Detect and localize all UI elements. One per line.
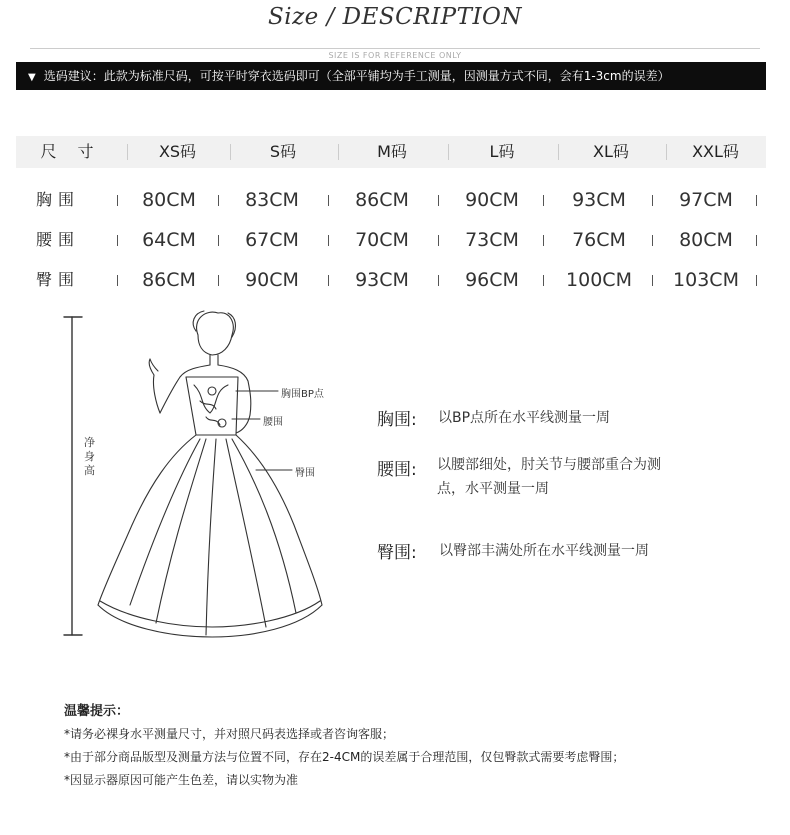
row-divider bbox=[543, 195, 544, 206]
table-row-bust bbox=[0, 185, 790, 215]
value-cell: 80CM bbox=[142, 189, 196, 211]
row-divider bbox=[756, 275, 757, 286]
value-cell: 97CM bbox=[679, 189, 733, 211]
row-divider bbox=[218, 275, 219, 286]
size-header-s: S码 bbox=[229, 136, 337, 168]
size-header-m: M码 bbox=[337, 136, 447, 168]
value-cell: 83CM bbox=[245, 189, 299, 211]
row-divider bbox=[328, 235, 329, 246]
row-divider bbox=[543, 275, 544, 286]
bust-title: 胸围: bbox=[377, 410, 417, 430]
tips-item: *由于部分商品版型及测量方法与位置不同，存在2-4CM的误差属于合理范围，仅包臀款式需要考虑臀围； bbox=[64, 750, 625, 764]
dress-illustration bbox=[60, 305, 370, 645]
row-divider bbox=[652, 235, 653, 246]
value-cell: 90CM bbox=[245, 269, 299, 291]
tips-title: 温馨提示： bbox=[64, 704, 130, 719]
row-divider bbox=[543, 235, 544, 246]
tips-item: *因显示器原因可能产生色差，请以实物为准 bbox=[64, 773, 299, 787]
row-divider bbox=[328, 275, 329, 286]
row-label-waist: 腰围 bbox=[36, 230, 81, 249]
row-divider bbox=[117, 235, 118, 246]
triangle-down-icon: ▼ bbox=[28, 72, 36, 83]
row-divider bbox=[117, 195, 118, 206]
hip-description: 以臀部丰满处所在水平线测量一周 bbox=[439, 543, 649, 559]
value-cell: 86CM bbox=[355, 189, 409, 211]
value-cell: 67CM bbox=[245, 229, 299, 251]
row-divider bbox=[328, 195, 329, 206]
table-row-hip bbox=[0, 265, 790, 295]
value-cell: 93CM bbox=[572, 189, 626, 211]
size-header-xxl: XXL码 bbox=[692, 142, 739, 161]
row-divider bbox=[218, 235, 219, 246]
waist-description-line2: 点，水平测量一周 bbox=[437, 481, 549, 497]
row-divider bbox=[652, 195, 653, 206]
notice-text: 选码建议：此款为标准尺码，可按平时穿衣选码即可（全部平铺均为手工测量，因测量方式不同，会有1-3cm的误差） bbox=[43, 69, 670, 83]
row-label-hip: 臀围 bbox=[36, 270, 81, 289]
value-cell: 103CM bbox=[673, 269, 739, 291]
value-cell: 96CM bbox=[465, 269, 519, 291]
value-cell: 86CM bbox=[142, 269, 196, 291]
subtitle bbox=[0, 43, 790, 62]
row-divider bbox=[117, 275, 118, 286]
size-header-l: L码 bbox=[447, 136, 557, 168]
value-cell: 90CM bbox=[465, 189, 519, 211]
row-divider bbox=[438, 235, 439, 246]
row-divider bbox=[438, 195, 439, 206]
value-cell: 93CM bbox=[355, 269, 409, 291]
size-header-corner: 尺 寸 bbox=[16, 136, 126, 168]
bust-bp-label: 胸围BP点 bbox=[281, 389, 324, 400]
page-title: Size / DESCRIPTION bbox=[267, 4, 523, 30]
row-divider bbox=[756, 195, 757, 206]
table-row-waist bbox=[0, 225, 790, 255]
row-divider bbox=[756, 235, 757, 246]
value-cell: 100CM bbox=[566, 269, 632, 291]
size-header-xl: XL码 bbox=[557, 136, 665, 168]
tips-item: *请务必裸身水平测量尺寸，并对照尺码表选择或者咨询客服； bbox=[64, 727, 395, 741]
hip-title: 臀围: bbox=[377, 543, 417, 563]
row-label-bust: 胸围 bbox=[36, 190, 81, 209]
waist-title: 腰围: bbox=[377, 460, 417, 480]
row-divider bbox=[438, 275, 439, 286]
subtitle-text: SIZE IS FOR REFERENCE ONLY bbox=[322, 51, 467, 60]
hip-label: 臀围 bbox=[295, 468, 315, 479]
row-divider bbox=[218, 195, 219, 206]
value-cell: 76CM bbox=[572, 229, 626, 251]
waist-description-line1: 以腰部细处，肘关节与腰部重合为测 bbox=[437, 457, 661, 473]
row-divider bbox=[652, 275, 653, 286]
waist-label: 腰围 bbox=[263, 417, 283, 428]
value-cell: 80CM bbox=[679, 229, 733, 251]
value-cell: 73CM bbox=[465, 229, 519, 251]
size-header-row bbox=[16, 136, 766, 168]
value-cell: 70CM bbox=[355, 229, 409, 251]
bust-description: 以BP点所在水平线测量一周 bbox=[438, 410, 611, 426]
size-header-xs: XS码 bbox=[126, 136, 229, 168]
value-cell: 64CM bbox=[142, 229, 196, 251]
notice-bar bbox=[16, 62, 766, 90]
height-label: 净身高 bbox=[84, 436, 95, 477]
